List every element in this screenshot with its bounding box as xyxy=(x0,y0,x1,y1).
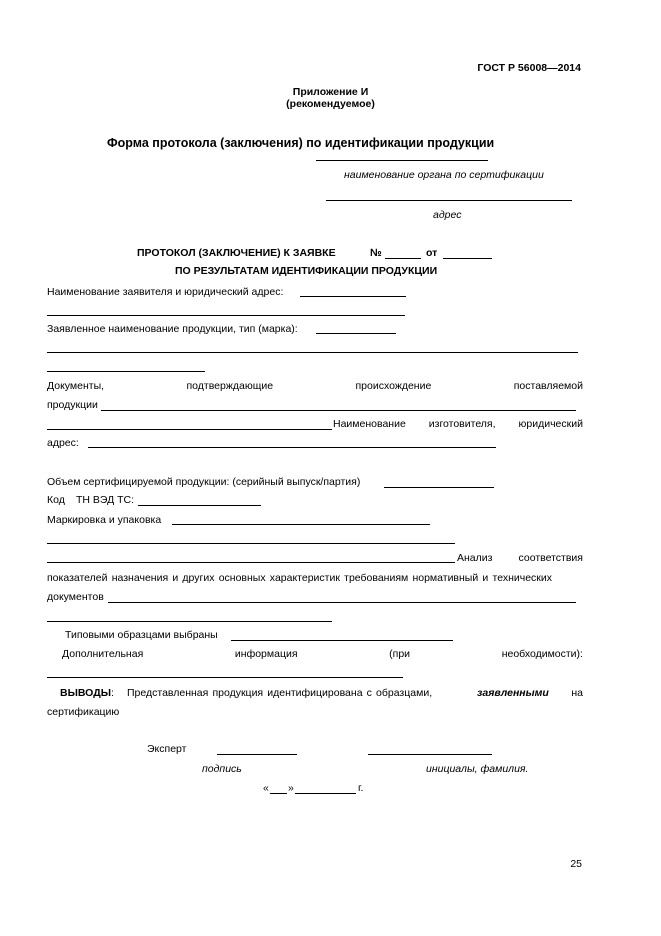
marking-field[interactable] xyxy=(172,524,430,525)
conclusions-label: ВЫВОДЫ: xyxy=(60,687,114,699)
tnved-label: ТН ВЭД ТС: xyxy=(76,494,135,506)
address-label: адрес: xyxy=(47,437,79,449)
samples-label: Типовыми образцами выбраны xyxy=(65,629,218,641)
analysis-docs-field-cont[interactable] xyxy=(47,621,332,622)
protocol-title: ПРОТОКОЛ (ЗАКЛЮЧЕНИЕ) К ЗАЯВКЕ xyxy=(137,247,336,259)
applicant-label: Наименование заявителя и юридический адрес: xyxy=(47,286,284,298)
conclusions-cont: сертификацию xyxy=(47,706,120,718)
applicant-field-cont[interactable] xyxy=(47,315,405,316)
product-name-field[interactable] xyxy=(316,333,396,334)
documents-label: Документы, подтверждающие происхождение поставляемой xyxy=(47,380,583,392)
org-address-caption: адрес xyxy=(433,209,462,221)
protocol-date-line xyxy=(443,258,492,259)
date-year-suffix: г. xyxy=(358,782,364,794)
signature-caption: подпись xyxy=(202,763,242,775)
form-title: Форма протокола (заключения) по идентификации продукции xyxy=(107,136,495,150)
product-name-field-cont2[interactable] xyxy=(47,371,205,372)
address-field[interactable] xyxy=(88,447,496,448)
org-address-line xyxy=(326,200,572,201)
analysis-field[interactable] xyxy=(47,562,455,563)
protocol-number-line xyxy=(385,258,421,259)
name-field[interactable] xyxy=(368,754,492,755)
volume-label: Объем сертифицируемой продукции: (серийный выпуск/партия) xyxy=(47,476,361,488)
date-close-quote: » xyxy=(288,782,294,794)
analysis-cont-label: показателей назначения и других основных характеристик требованиям нормативный и технических xyxy=(47,572,552,584)
applicant-field[interactable] xyxy=(300,296,406,297)
analysis-docs-label: документов xyxy=(47,591,104,603)
conclusions-emph: заявленными xyxy=(477,687,549,699)
marking-field-cont[interactable] xyxy=(47,543,455,544)
org-name-caption: наименование органа по сертификации xyxy=(344,169,544,181)
date-open-quote: « xyxy=(263,782,269,794)
samples-field[interactable] xyxy=(231,640,453,641)
analysis-docs-field[interactable] xyxy=(108,602,576,603)
manufacturer-field[interactable] xyxy=(47,429,332,430)
marking-label: Маркировка и упаковка xyxy=(47,514,162,526)
protocol-subtitle: ПО РЕЗУЛЬТАТАМ ИДЕНТИФИКАЦИИ ПРОДУКЦИИ xyxy=(175,265,438,277)
additional-info-label: Дополнительная информация (при необходимости): xyxy=(62,648,583,660)
protocol-date-label: от xyxy=(426,247,438,259)
standard-code: ГОСТ Р 56008—2014 xyxy=(477,62,581,74)
page-number: 25 xyxy=(570,858,582,870)
signature-field[interactable] xyxy=(217,754,297,755)
product-name-field-cont[interactable] xyxy=(47,352,578,353)
date-month-field[interactable] xyxy=(295,793,356,794)
product-name-label: Заявленное наименование продукции, тип (марка): xyxy=(47,323,298,335)
tnved-label-code: Код xyxy=(47,494,65,506)
expert-label: Эксперт xyxy=(147,743,187,755)
protocol-number-label: № xyxy=(370,247,382,259)
date-day-field[interactable] xyxy=(270,793,287,794)
additional-info-field[interactable] xyxy=(47,677,403,678)
documents-cont-label: продукции xyxy=(47,399,98,411)
conclusions-text: Представленная продукция идентифицирована с образцами, xyxy=(127,687,433,699)
volume-field[interactable] xyxy=(384,487,494,488)
appendix-note: (рекомендуемое) xyxy=(286,98,375,110)
name-caption: инициалы, фамилия. xyxy=(426,763,529,775)
appendix-title: Приложение И xyxy=(292,86,369,98)
documents-field[interactable] xyxy=(101,410,576,411)
conclusions-on: на xyxy=(571,687,583,699)
manufacturer-label: Наименование изготовителя, юридический xyxy=(333,418,583,430)
analysis-label: Анализ соответствия xyxy=(457,552,583,564)
tnved-field[interactable] xyxy=(138,505,261,506)
org-name-line xyxy=(316,160,488,161)
